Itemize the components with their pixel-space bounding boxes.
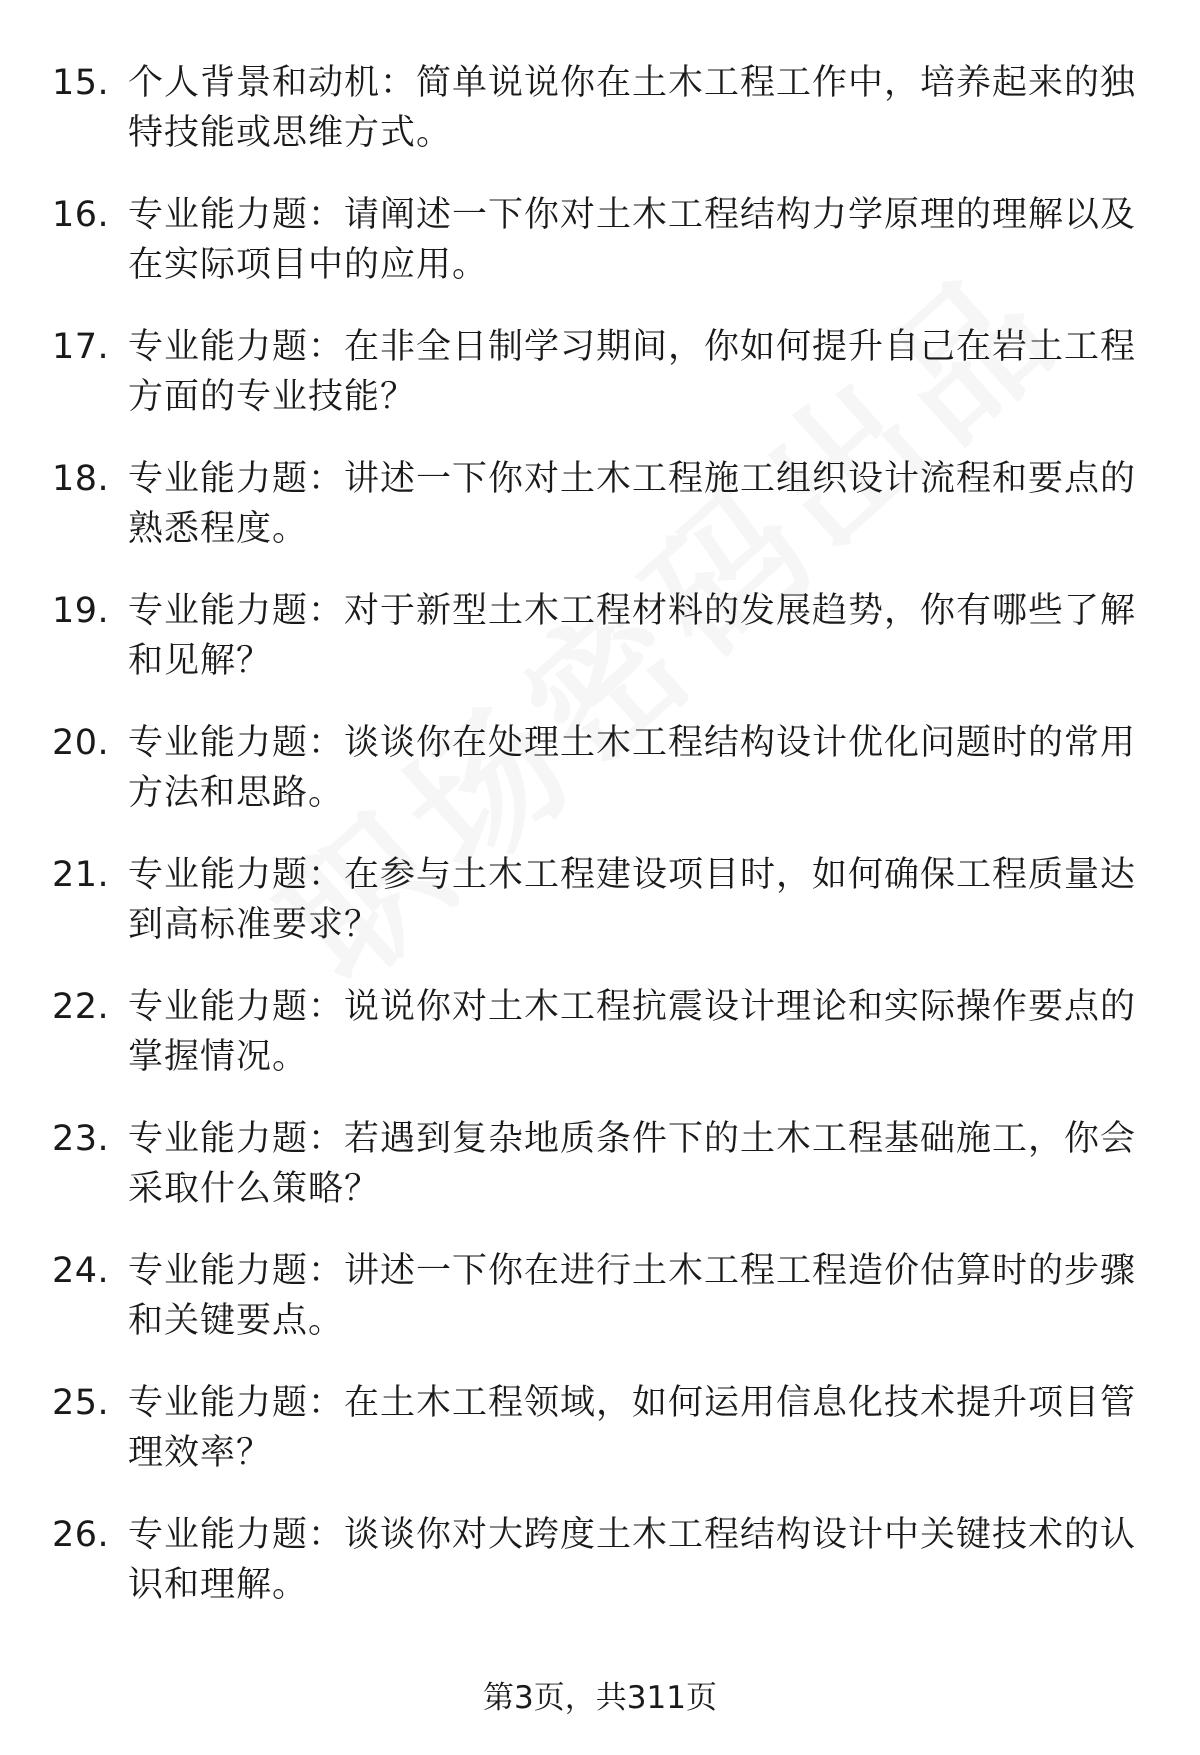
question-item [0,58,1200,190]
question-item [0,1246,1200,1378]
question-text-line: 专业能力题：讲述一下你在进行土木工程工程造价估算时的步骤 [128,1251,1137,1291]
question-text-line: 识和理解。 [128,1565,309,1605]
question-text-line: 在实际项目中的应用。 [128,245,489,285]
question-text [128,1246,1138,1346]
question-text [128,1378,1138,1478]
question-item [0,982,1200,1114]
question-item [0,1114,1200,1246]
question-text-line: 专业能力题：谈谈你对大跨度土木工程结构设计中关键技术的认 [128,1515,1137,1555]
question-text [128,58,1138,158]
question-text-line: 专业能力题：在参与土木工程建设项目时，如何确保工程质量达 [128,855,1137,895]
question-number: 16. [52,195,110,235]
question-item [0,1510,1200,1642]
question-number: 15. [52,63,110,103]
question-text-line: 专业能力题：说说你对土木工程抗震设计理论和实际操作要点的 [128,987,1137,1027]
question-text-line: 专业能力题：对于新型土木工程材料的发展趋势，你有哪些了解 [128,591,1137,631]
question-text-line: 专业能力题：若遇到复杂地质条件下的土木工程基础施工，你会 [128,1119,1137,1159]
question-item [0,322,1200,454]
question-item [0,1378,1200,1510]
question-number: 24. [52,1251,110,1291]
question-number: 21. [52,855,110,895]
question-text-line: 方面的专业技能？ [128,377,417,417]
question-text-line: 和关键要点。 [128,1301,345,1341]
question-text-line: 熟悉程度。 [128,509,309,549]
question-text [128,586,1138,686]
question-item [0,586,1200,718]
question-text-line: 专业能力题：在非全日制学习期间，你如何提升自己在岩土工程 [128,327,1137,367]
question-text-line: 和见解？ [128,641,273,681]
question-number: 23. [52,1119,110,1159]
question-number: 17. [52,327,110,367]
question-text-line: 掌握情况。 [128,1037,309,1077]
page-footer: 第3页，共311页 [483,1680,717,1716]
question-number: 18. [52,459,110,499]
question-list [0,58,1200,1642]
question-number: 19. [52,591,110,631]
question-text-line: 理效率？ [128,1433,273,1473]
question-number: 22. [52,987,110,1027]
question-text [128,454,1138,554]
question-text [128,1510,1138,1610]
question-text-line: 采取什么策略？ [128,1169,381,1209]
question-text-line: 专业能力题：请阐述一下你对土木工程结构力学原理的理解以及 [128,195,1137,235]
question-item [0,454,1200,586]
question-text-line: 专业能力题：在土木工程领域，如何运用信息化技术提升项目管 [128,1383,1137,1423]
question-number: 25. [52,1383,110,1423]
question-text-line: 方法和思路。 [128,773,345,813]
question-item [0,190,1200,322]
question-text-line: 特技能或思维方式。 [128,113,453,153]
question-text [128,982,1138,1082]
question-number: 20. [52,723,110,763]
question-text [128,850,1138,950]
question-text-line: 个人背景和动机：简单说说你在土木工程工作中，培养起来的独 [128,63,1137,103]
question-item [0,718,1200,850]
question-item [0,850,1200,982]
question-text [128,1114,1138,1214]
question-text-line: 专业能力题：谈谈你在处理土木工程结构设计优化问题时的常用 [128,723,1137,763]
question-text-line: 到高标准要求？ [128,905,381,945]
question-text [128,190,1138,290]
question-text-line: 专业能力题：讲述一下你对土木工程施工组织设计流程和要点的 [128,459,1137,499]
question-text [128,322,1138,422]
question-text [128,718,1138,818]
question-number: 26. [52,1515,110,1555]
